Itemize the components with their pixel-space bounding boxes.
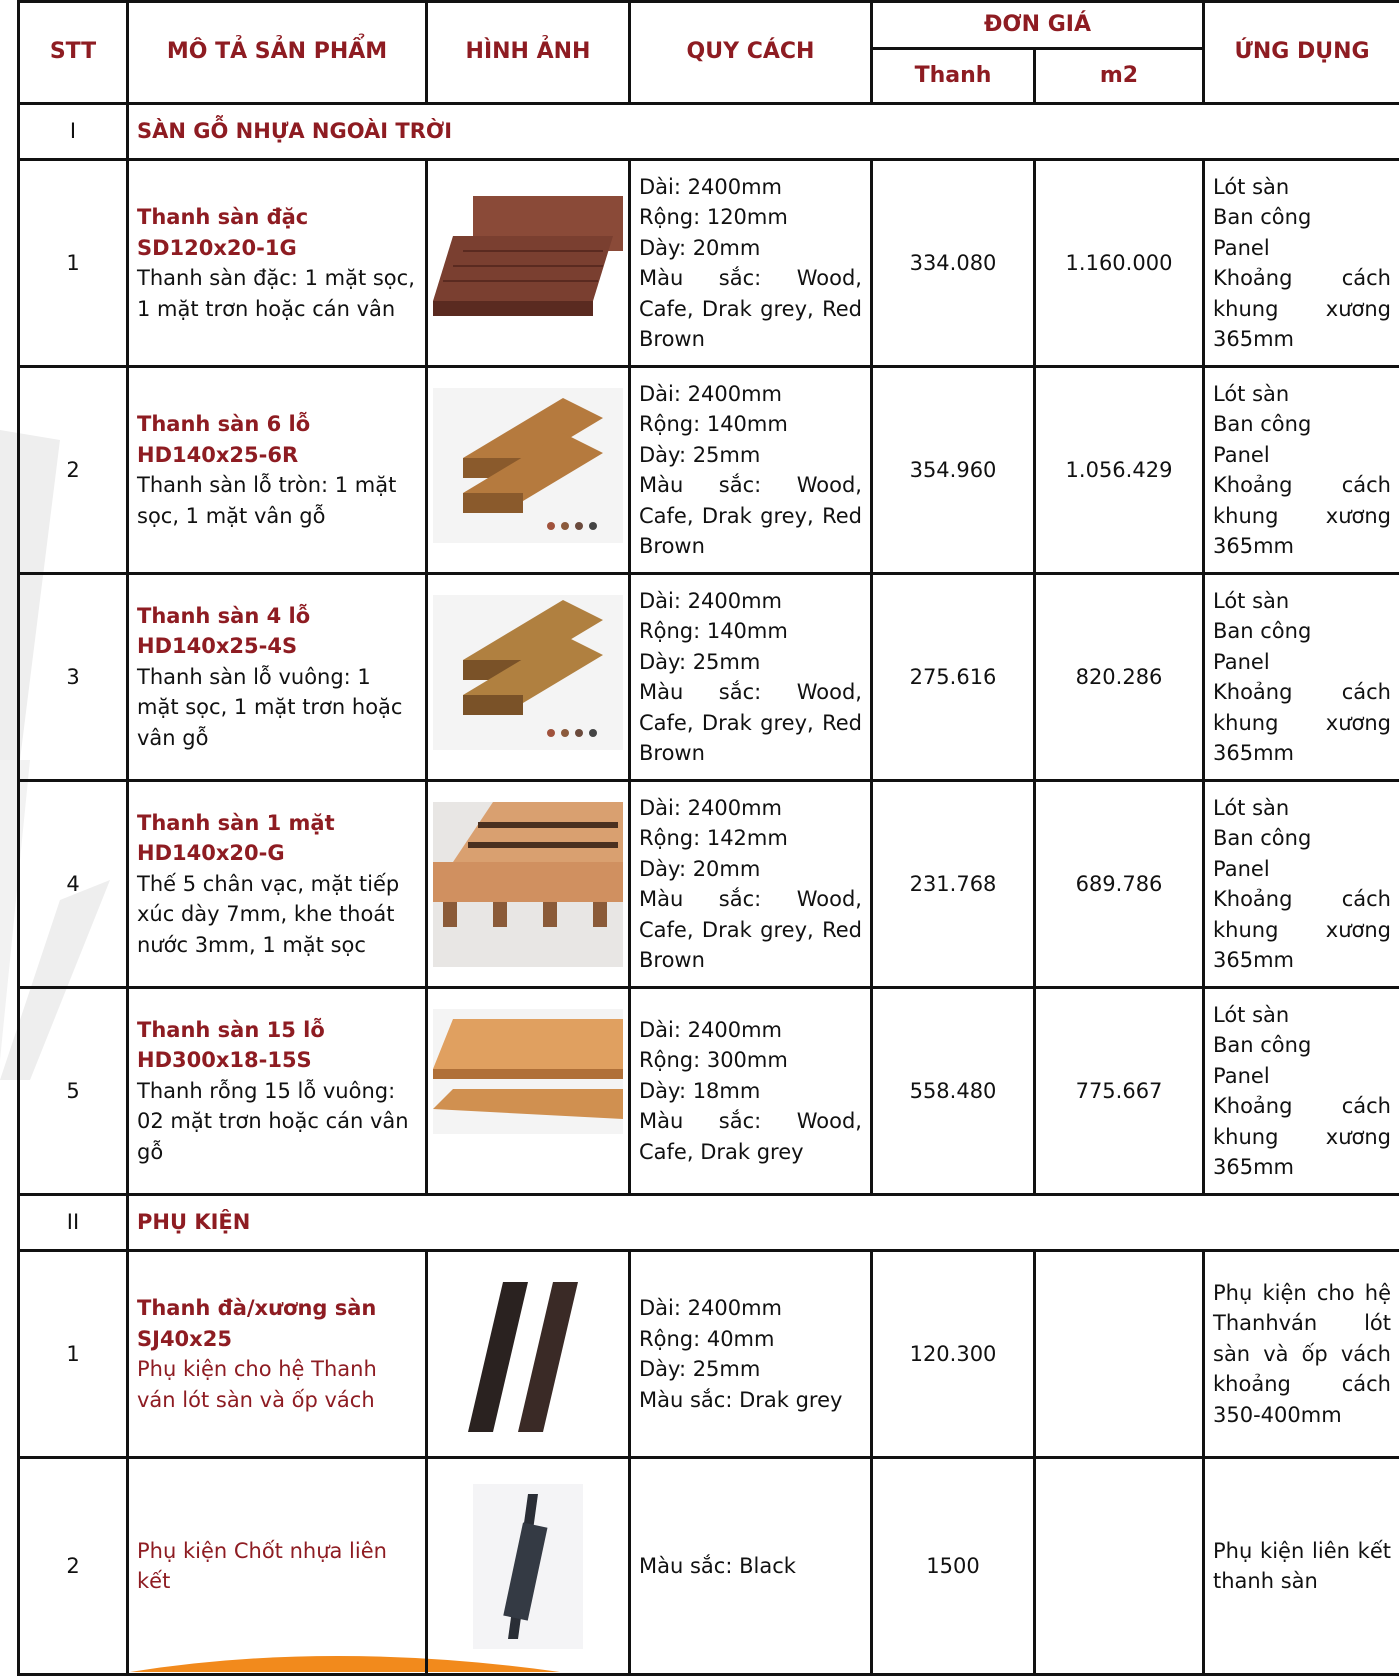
product-row bbox=[19, 781, 1399, 988]
product-row bbox=[19, 1458, 1399, 1675]
product-name: Thanh sàn 1 mặt HD140x20-G bbox=[137, 808, 417, 869]
spec-line: Màu sắc: Drak grey bbox=[639, 1385, 862, 1416]
price-per-m2: 1.056.429 bbox=[1035, 367, 1204, 574]
product-detail: Phụ kiện cho hệ Thanh ván lót sàn và ốp vách bbox=[137, 1354, 417, 1415]
application-line: Panel bbox=[1213, 647, 1391, 678]
application-line: Khoảng cách khung xương 365mm bbox=[1213, 1091, 1391, 1183]
product-stt: 4 bbox=[19, 781, 128, 988]
product-detail: Thanh rỗng 15 lỗ vuông: 02 mặt trơn hoặc cán vân gỗ bbox=[137, 1076, 417, 1168]
spec-line: Màu sắc: Wood, Cafe, Drak grey, Red Brown bbox=[639, 470, 862, 562]
product-image-cell bbox=[427, 367, 630, 574]
spec-line: Màu sắc: Black bbox=[639, 1551, 862, 1582]
spec-line: Dày: 20mm bbox=[639, 854, 862, 885]
product-description bbox=[128, 574, 427, 781]
product-name: Thanh sàn 15 lỗ HD300x18-15S bbox=[137, 1015, 417, 1076]
product-application bbox=[1204, 574, 1399, 781]
spec-line: Rộng: 140mm bbox=[639, 409, 862, 440]
section-title: PHỤ KIỆN bbox=[128, 1195, 1399, 1251]
product-application bbox=[1204, 988, 1399, 1195]
product-image-cell bbox=[427, 988, 630, 1195]
product-application bbox=[1204, 1458, 1399, 1675]
product-name: Thanh sàn đặc SD120x20-1G bbox=[137, 202, 417, 263]
application-line: Khoảng cách khung xương 365mm bbox=[1213, 884, 1391, 976]
product-application bbox=[1204, 367, 1399, 574]
price-per-bar: 231.768 bbox=[872, 781, 1035, 988]
product-description bbox=[128, 781, 427, 988]
product-name: Thanh sàn 4 lỗ HD140x25-4S bbox=[137, 601, 417, 662]
product-spec bbox=[630, 160, 872, 367]
application-line: Lót sàn bbox=[1213, 172, 1391, 203]
product-detail: Thanh sàn đặc: 1 mặt sọc, 1 mặt trơn hoặc cán vân bbox=[137, 263, 417, 324]
price-per-bar: 275.616 bbox=[872, 574, 1035, 781]
spec-line: Màu sắc: Wood, Cafe, Drak grey bbox=[639, 1106, 862, 1167]
price-per-m2: 775.667 bbox=[1035, 988, 1204, 1195]
spec-line: Dày: 25mm bbox=[639, 440, 862, 471]
spec-line: Dày: 18mm bbox=[639, 1076, 862, 1107]
spec-line: Dài: 2400mm bbox=[639, 586, 862, 617]
five-leg-deck-board-image bbox=[433, 802, 623, 967]
product-detail: Thế 5 chân vạc, mặt tiếp xúc dày 7mm, khe thoát nước 3mm, 1 mặt sọc bbox=[137, 869, 417, 961]
product-row bbox=[19, 160, 1399, 367]
application-line: Lót sàn bbox=[1213, 793, 1391, 824]
product-name: Thanh đà/xương sàn SJ40x25 bbox=[137, 1293, 417, 1354]
application-line: Phụ kiện cho hệ Thanhván lót sàn và ốp vách khoảng cách 350-400mm bbox=[1213, 1278, 1391, 1431]
spec-line: Dày: 25mm bbox=[639, 647, 862, 678]
header-description: MÔ TẢ SẢN PHẨM bbox=[128, 2, 427, 104]
application-line: Khoảng cách khung xương 365mm bbox=[1213, 470, 1391, 562]
product-stt: 2 bbox=[19, 367, 128, 574]
product-row bbox=[19, 574, 1399, 781]
plastic-clip-image bbox=[433, 1484, 623, 1649]
price-table bbox=[17, 0, 1399, 1676]
application-line: Ban công bbox=[1213, 616, 1391, 647]
header-price: ĐƠN GIÁ bbox=[872, 2, 1204, 49]
square-hole-deck-board-image bbox=[433, 595, 623, 760]
spec-line: Rộng: 142mm bbox=[639, 823, 862, 854]
product-detail: Thanh sàn lỗ tròn: 1 mặt sọc, 1 mặt vân gỗ bbox=[137, 470, 417, 531]
product-stt: 2 bbox=[19, 1458, 128, 1675]
product-detail: Thanh sàn lỗ vuông: 1 mặt sọc, 1 mặt trơn hoặc vân gỗ bbox=[137, 662, 417, 754]
product-spec bbox=[630, 574, 872, 781]
product-row bbox=[19, 367, 1399, 574]
product-spec bbox=[630, 367, 872, 574]
application-line: Ban công bbox=[1213, 409, 1391, 440]
application-line: Ban công bbox=[1213, 202, 1391, 233]
application-line: Lót sàn bbox=[1213, 1000, 1391, 1031]
header-spec: QUY CÁCH bbox=[630, 2, 872, 104]
product-stt: 5 bbox=[19, 988, 128, 1195]
product-application bbox=[1204, 1251, 1399, 1458]
product-description bbox=[128, 988, 427, 1195]
header-price-m2: m2 bbox=[1035, 49, 1204, 104]
product-description bbox=[128, 1458, 427, 1675]
price-per-m2: 689.786 bbox=[1035, 781, 1204, 988]
application-line: Lót sàn bbox=[1213, 586, 1391, 617]
application-line: Ban công bbox=[1213, 1030, 1391, 1061]
price-per-bar: 1500 bbox=[872, 1458, 1035, 1675]
section-title: SÀN GỖ NHỰA NGOÀI TRỜI bbox=[128, 104, 1399, 160]
spec-line: Rộng: 140mm bbox=[639, 616, 862, 647]
product-description bbox=[128, 367, 427, 574]
spec-line: Dài: 2400mm bbox=[639, 793, 862, 824]
section-row bbox=[19, 1195, 1399, 1251]
price-per-bar: 354.960 bbox=[872, 367, 1035, 574]
spec-line: Màu sắc: Wood, Cafe, Drak grey, Red Brown bbox=[639, 884, 862, 976]
product-name: Phụ kiện Chốt nhựa liên kết bbox=[137, 1536, 417, 1597]
header-image: HÌNH ẢNH bbox=[427, 2, 630, 104]
price-per-bar: 120.300 bbox=[872, 1251, 1035, 1458]
application-line: Khoảng cách khung xương 365mm bbox=[1213, 263, 1391, 355]
spec-line: Màu sắc: Wood, Cafe, Drak grey, Red Brown bbox=[639, 677, 862, 769]
product-image-cell bbox=[427, 1458, 630, 1675]
product-stt: 1 bbox=[19, 160, 128, 367]
header-price-bar: Thanh bbox=[872, 49, 1035, 104]
header-stt: STT bbox=[19, 2, 128, 104]
spec-line: Dày: 20mm bbox=[639, 233, 862, 264]
product-spec bbox=[630, 1251, 872, 1458]
product-spec bbox=[630, 988, 872, 1195]
wide-hollow-deck-board-image bbox=[433, 1009, 623, 1174]
application-line: Panel bbox=[1213, 1061, 1391, 1092]
price-per-m2 bbox=[1035, 1251, 1204, 1458]
product-stt: 1 bbox=[19, 1251, 128, 1458]
joist-image bbox=[433, 1272, 623, 1437]
spec-line: Rộng: 300mm bbox=[639, 1045, 862, 1076]
solid-deck-board-image bbox=[433, 181, 623, 346]
product-description bbox=[128, 1251, 427, 1458]
spec-line: Rộng: 120mm bbox=[639, 202, 862, 233]
section-index: II bbox=[19, 1195, 128, 1251]
product-stt: 3 bbox=[19, 574, 128, 781]
spec-line: Dài: 2400mm bbox=[639, 172, 862, 203]
product-image-cell bbox=[427, 574, 630, 781]
price-per-bar: 558.480 bbox=[872, 988, 1035, 1195]
product-description bbox=[128, 160, 427, 367]
product-spec bbox=[630, 781, 872, 988]
spec-line: Dài: 2400mm bbox=[639, 379, 862, 410]
price-per-m2: 1.160.000 bbox=[1035, 160, 1204, 367]
product-application bbox=[1204, 781, 1399, 988]
application-line: Phụ kiện liên kết thanh sàn bbox=[1213, 1536, 1391, 1597]
application-line: Panel bbox=[1213, 233, 1391, 264]
spec-line: Rộng: 40mm bbox=[639, 1324, 862, 1355]
header-application: ỨNG DỤNG bbox=[1204, 2, 1399, 104]
product-spec bbox=[630, 1458, 872, 1675]
price-per-m2: 820.286 bbox=[1035, 574, 1204, 781]
product-image-cell bbox=[427, 1251, 630, 1458]
application-line: Panel bbox=[1213, 854, 1391, 885]
product-row bbox=[19, 1251, 1399, 1458]
section-row bbox=[19, 104, 1399, 160]
spec-line: Dài: 2400mm bbox=[639, 1015, 862, 1046]
section-index: I bbox=[19, 104, 128, 160]
application-line: Khoảng cách khung xương 365mm bbox=[1213, 677, 1391, 769]
spec-line: Dày: 25mm bbox=[639, 1354, 862, 1385]
product-row bbox=[19, 988, 1399, 1195]
product-image-cell bbox=[427, 781, 630, 988]
application-line: Lót sàn bbox=[1213, 379, 1391, 410]
spec-line: Dài: 2400mm bbox=[639, 1293, 862, 1324]
price-per-bar: 334.080 bbox=[872, 160, 1035, 367]
round-hole-deck-board-image bbox=[433, 388, 623, 553]
product-application bbox=[1204, 160, 1399, 367]
product-name: Thanh sàn 6 lỗ HD140x25-6R bbox=[137, 409, 417, 470]
product-image-cell bbox=[427, 160, 630, 367]
price-per-m2 bbox=[1035, 1458, 1204, 1675]
application-line: Ban công bbox=[1213, 823, 1391, 854]
application-line: Panel bbox=[1213, 440, 1391, 471]
spec-line: Màu sắc: Wood, Cafe, Drak grey, Red Brown bbox=[639, 263, 862, 355]
